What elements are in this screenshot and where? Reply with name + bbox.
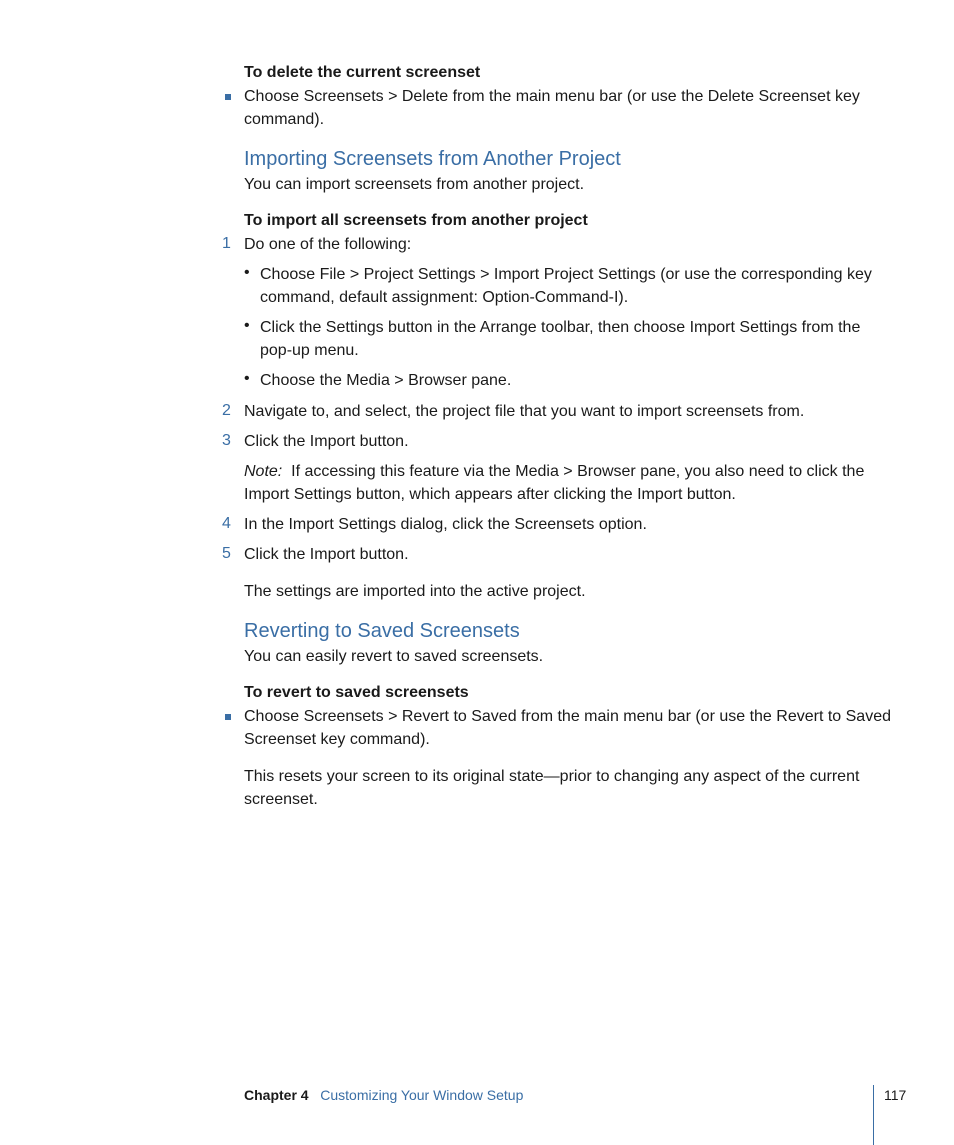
importing-task-heading: To import all screensets from another project [244,212,588,229]
delete-task-heading: To delete the current screenset [244,64,481,81]
step-text: Click the Import button. [244,546,409,563]
footer-chapter [244,1087,523,1103]
note-line-2: Import Settings button, which appears after clicking the Import button. [244,486,736,503]
bullet-line-1: Choose the Media > Browser pane. [260,372,512,389]
page-number: 117 [884,1087,907,1103]
footer-chapter-label: Chapter 4 [244,1087,309,1103]
bullet-dot-icon: • [244,264,250,281]
note [244,460,864,483]
reverting-result-line-1: This resets your screen to its original state—prior to changing any aspect of the current [244,768,860,785]
reverting-step-line-2: Screenset key command). [244,731,430,748]
step-text: Navigate to, and select, the project file that you want to import screensets from. [244,403,805,420]
delete-step-line-2: command). [244,111,325,128]
square-bullet-icon [225,94,231,100]
step-number: 3 [222,432,231,449]
importing-section-title: Importing Screensets from Another Project [244,148,621,170]
delete-step-line-1: Choose Screensets > Delete from the main menu bar (or use the Delete Screenset key [244,88,860,105]
note-line-1: If accessing this feature via the Media > Browser pane, you also need to click the [291,463,865,480]
bullet-line-2: command, default assignment: Option-Command-I). [260,289,629,306]
step-text: In the Import Settings dialog, click the Screensets option. [244,516,647,533]
importing-intro: You can import screensets from another project. [244,176,585,193]
note-label: Note: [244,463,283,480]
step-text: Do one of the following: [244,236,412,253]
step-number: 2 [222,402,231,419]
step-number: 1 [222,235,231,252]
footer-divider [873,1085,874,1145]
reverting-intro: You can easily revert to saved screensets. [244,648,544,665]
reverting-section-title: Reverting to Saved Screensets [244,620,520,642]
step-number: 5 [222,545,231,562]
reverting-task-heading: To revert to saved screensets [244,684,469,701]
reverting-result-line-2: screenset. [244,791,318,808]
bullet-dot-icon: • [244,317,250,334]
square-bullet-icon [225,714,231,720]
reverting-step-line-1: Choose Screensets > Revert to Saved from the main menu bar (or use the Revert to Saved [244,708,891,725]
bullet-dot-icon: • [244,370,250,387]
bullet-line-1: Choose File > Project Settings > Import Project Settings (or use the corresponding key [260,266,872,283]
footer-chapter-title: Customizing Your Window Setup [320,1087,524,1103]
step-number: 4 [222,515,231,532]
step-text: Click the Import button. [244,433,409,450]
bullet-line-1: Click the Settings button in the Arrange toolbar, then choose Import Settings from the [260,319,861,336]
importing-result: The settings are imported into the active project. [244,583,586,600]
bullet-line-2: pop-up menu. [260,342,359,359]
